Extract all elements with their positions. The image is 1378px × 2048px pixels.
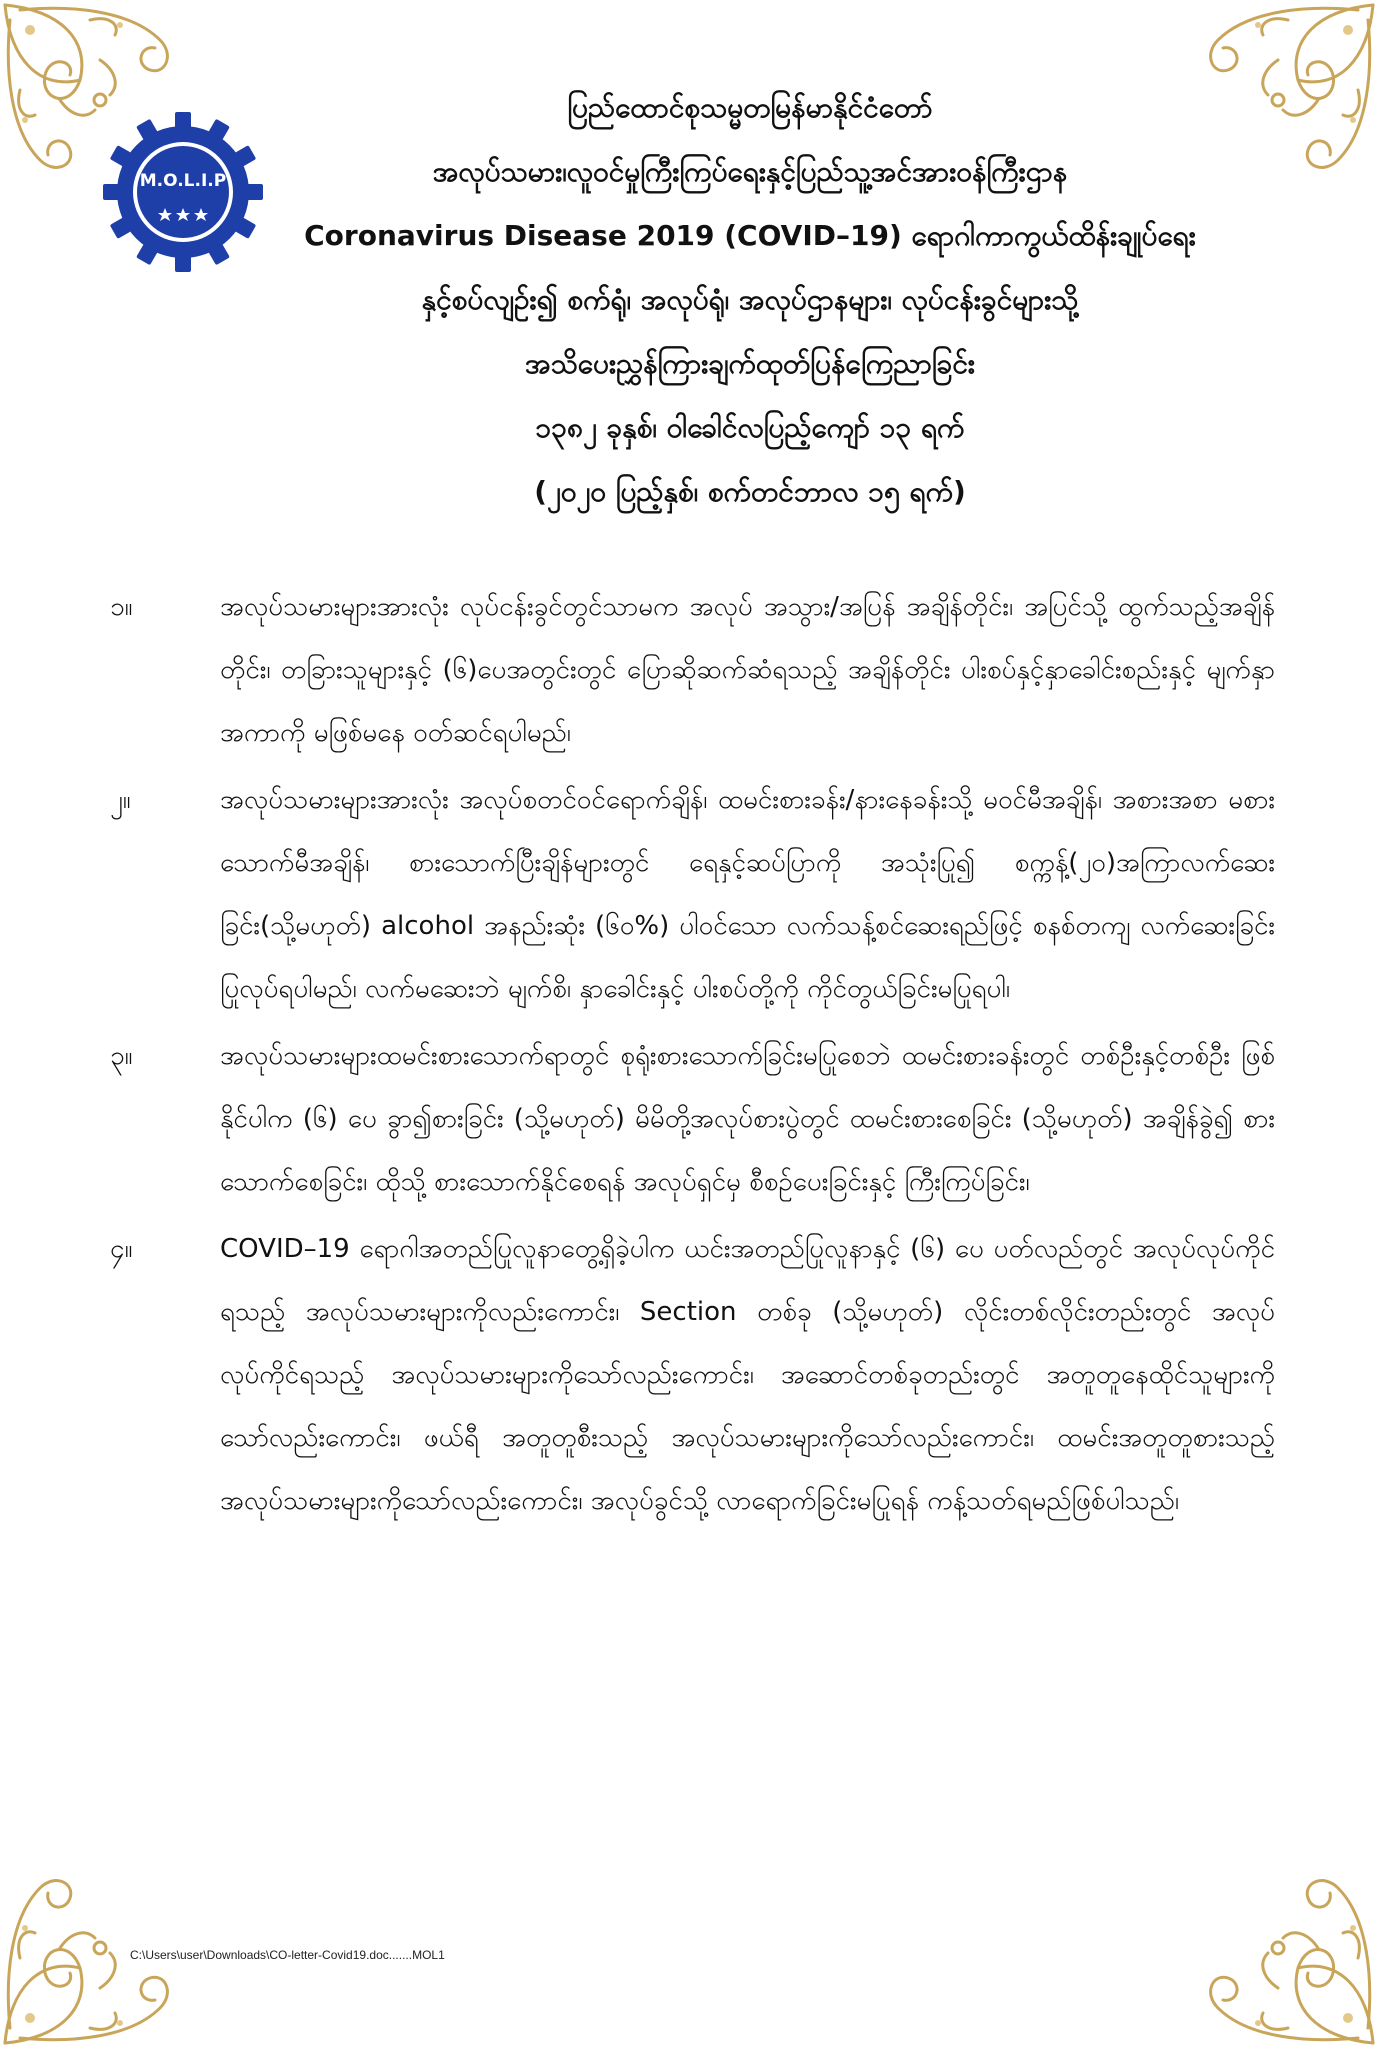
- list-item: [110, 1025, 1275, 1214]
- gear-icon: [103, 112, 263, 272]
- list-item-text: အလုပ်သမားများထမင်းစားသောက်ရာတွင် စုရုံးစားသောက်ခြင်းမပြုစေဘဲ ထမင်းစားခန်းတွင် တစ်ဦးနှင့်တစ်ဦး ဖြစ်နိုင်ပါက (၆) ပေ ခွာ၍စားခြင်း (သို့မဟုတ်) မိမိတို့အလုပ်စားပွဲတွင် ထမင်းစားစေခြင်း (သို့မဟုတ်) အချိန်ခွဲ၍ စားသောက်စေခြင်း၊ ထိုသို့ စားသောက်နိုင်စေရန် အလုပ်ရှင်မှ စီစဉ်ပေးခြင်းနှင့် ကြီးကြပ်ခြင်း၊: [220, 1041, 1275, 1197]
- list-item-number: ၃။: [110, 1041, 133, 1071]
- list-item-number: ၄။: [110, 1234, 133, 1264]
- list-item: [110, 769, 1275, 1021]
- instruction-list: [110, 576, 1275, 1537]
- header-line-date-gregorian: (၂၀၂၀ ပြည့်နှစ်၊ စက်တင်ဘာလ ၁၅ ရက်): [534, 475, 966, 508]
- header-line-subject-3: အသိပေးညွှန်ကြားချက်ထုတ်ပြန်ကြေညာခြင်း: [525, 347, 975, 380]
- header-line-ministry: အလုပ်သမား၊လူဝင်မှုကြီးကြပ်ရေးနှင့်ပြည်သူ့အင်အားဝန်ကြီးဌာန: [432, 155, 1068, 188]
- logo-text: M.O.L.I.P: [139, 171, 227, 191]
- document-header: [250, 76, 1250, 524]
- list-item-number: ၁။: [110, 592, 133, 622]
- list-item-number: ၂။: [110, 785, 131, 815]
- header-line-country: ပြည်ထောင်စုသမ္မတမြန်မာနိုင်ငံတော်: [567, 91, 933, 124]
- flourish-icon: [1178, 1848, 1378, 2048]
- footer-file-path: C:\Users\user\Downloads\CO-letter-Covid19.doc.......MOL1: [130, 1948, 445, 1962]
- ministry-logo: [103, 112, 263, 272]
- corner-ornament-bottom-right: [1178, 1848, 1378, 2048]
- list-item: [110, 576, 1275, 765]
- header-line-date-myanmar: ၁၃၈၂ ခုနှစ်၊ ဝါခေါင်လပြည့်ကျော် ၁၃ ရက်: [535, 411, 965, 444]
- list-item-text: အလုပ်သမားများအားလုံး လုပ်ငန်းခွင်တွင်သာမက အလုပ် အသွား/အပြန် အချိန်တိုင်း၊ အပြင်သို့ ထွက်သည့်အချိန်တိုင်း၊ တခြားသူများနှင့် (၆)ပေအတွင်းတွင် ပြောဆိုဆက်ဆံရသည့် အချိန်တိုင်း ပါးစပ်နှင့်နှာခေါင်းစည်းနှင့် မျက်နှာအကာကို မဖြစ်မနေ ဝတ်ဆင်ရပါမည်၊: [220, 592, 1275, 748]
- list-item-text: COVID–19 ရောဂါအတည်ပြုလူနာတွေ့ရှိခဲ့ပါက ယင်းအတည်ပြုလူနာနှင့် (၆) ပေ ပတ်လည်တွင် အလုပ်လုပ်ကိုင်ရသည့် အလုပ်သမားများကိုလည်းကောင်း၊ Section တစ်ခု (သို့မဟုတ်) လိုင်းတစ်လိုင်းတည်းတွင် အလုပ်လုပ်ကိုင်ရသည့် အလုပ်သမားများကိုသော်လည်းကောင်း၊ အဆောင်တစ်ခုတည်းတွင် အတူတူနေထိုင်သူများကိုသော်လည်းကောင်း၊ ဖယ်ရီ အတူတူစီးသည့် အလုပ်သမားများကိုသော်လည်းကောင်း၊ ထမင်းအတူတူစားသည့် အလုပ်သမားများကိုသော်လည်းကောင်း၊ အလုပ်ခွင်သို့ လာရောက်ခြင်းမပြုရန် ကန့်သတ်ရမည်ဖြစ်ပါသည်၊: [220, 1234, 1275, 1516]
- list-item: [110, 1218, 1275, 1533]
- list-item-text: အလုပ်သမားများအားလုံး အလုပ်စတင်ဝင်ရောက်ချိန်၊ ထမင်းစားခန်း/နားနေခန်းသို့ မဝင်မီအချိန်၊ အစားအစာ မစားသောက်မီအချိန်၊ စားသောက်ပြီးချိန်များတွင် ရေနှင့်ဆပ်ပြာကို အသုံးပြု၍ စက္ကန့်(၂၀)အကြာလက်ဆေးခြင်း(သို့မဟုတ်) alcohol အနည်းဆုံး (၆၀%) ပါဝင်သော လက်သန့်စင်ဆေးရည်ဖြင့် စနစ်တကျ လက်ဆေးခြင်း ပြုလုပ်ရပါမည်၊ လက်မဆေးဘဲ မျက်စိ၊ နှာခေါင်းနှင့် ပါးစပ်တို့ကို ကိုင်တွယ်ခြင်းမပြုရပါ၊: [220, 785, 1275, 1004]
- header-line-subject-1: Coronavirus Disease 2019 (COVID–19) ရောဂါကာကွယ်ထိန်းချုပ်ရေး: [304, 219, 1196, 252]
- header-line-subject-2: နှင့်စပ်လျဉ်း၍ စက်ရုံ၊ အလုပ်ရုံ၊ အလုပ်ဌာနများ၊ လုပ်ငန်းခွင်များသို့: [421, 283, 1079, 316]
